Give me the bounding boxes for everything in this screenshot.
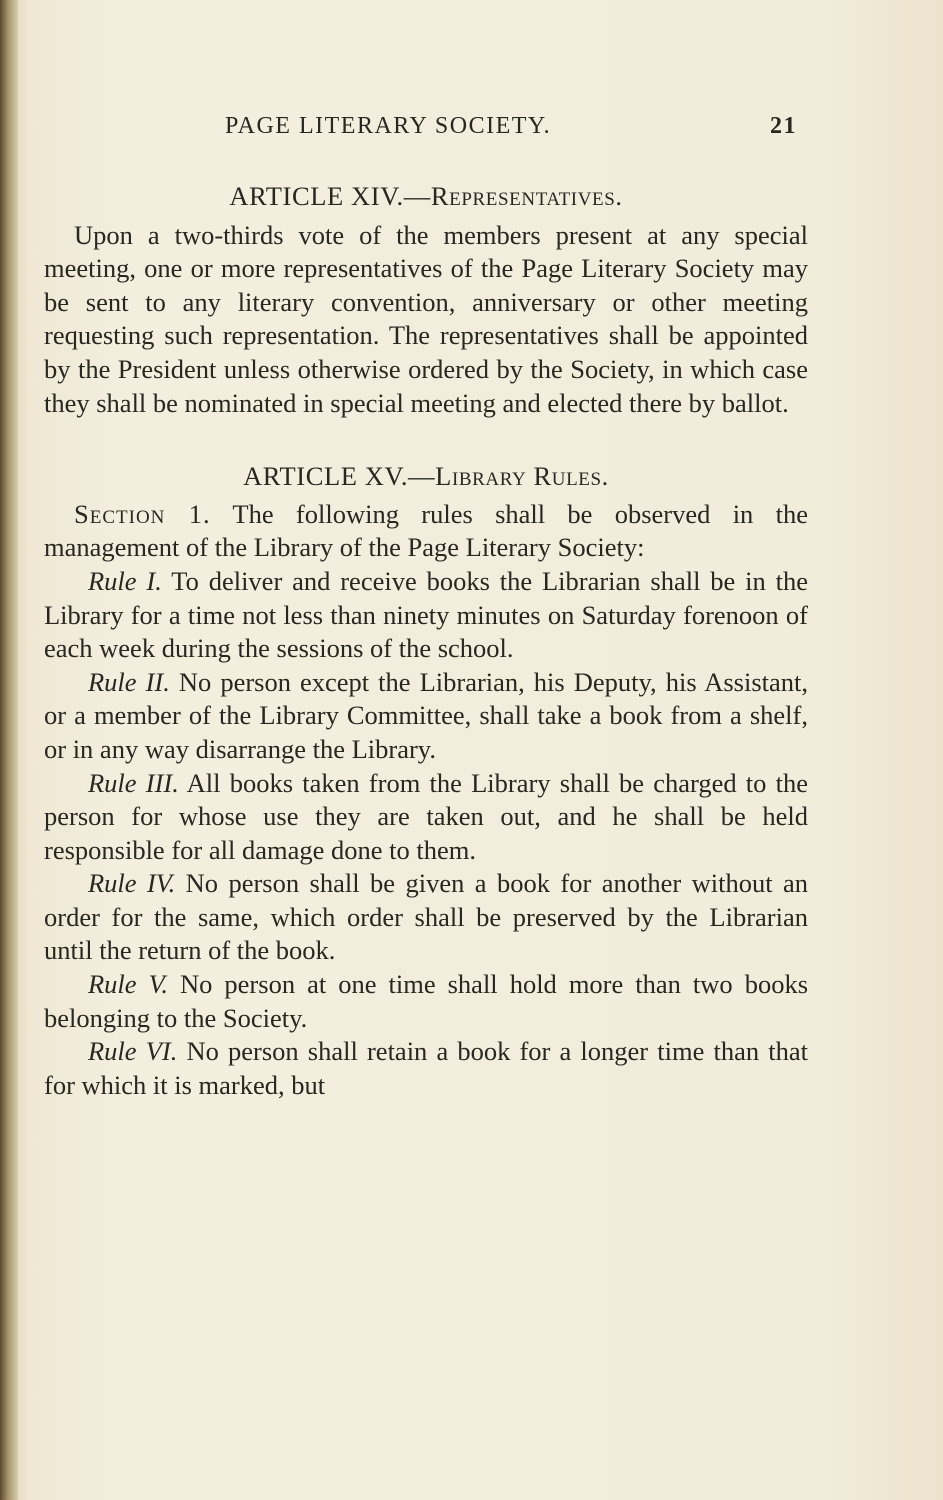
rule-6-text: No person shall retain a book for a longer time than that for which it is marked, but [44,1036,808,1100]
running-head-title: PAGE LITERARY SOCIETY. [225,113,552,139]
section-1-paragraph [44,498,808,565]
rule-3-paragraph [44,767,808,868]
article-xv-heading [44,460,808,494]
rule-5-label: Rule V. [88,969,168,1000]
article-xiv-heading-main: ARTICLE XIV.— [229,181,431,211]
page-gutter-shadow [0,0,18,1500]
rule-4-paragraph [44,867,808,968]
section-1-label: Section 1. [74,498,211,529]
rule-3-label: Rule III. [88,767,179,798]
page-text [44,180,808,1102]
section-1-text: The following rules shall be observed in the management of the Library of the Page Literary Society: [44,498,808,563]
rule-1-paragraph [44,565,808,666]
page-number: 21 [770,113,797,139]
rule-4-label: Rule IV. [88,868,176,899]
article-xv-heading-main: ARTICLE XV.— [243,461,436,492]
rule-6-paragraph [44,1035,808,1102]
rule-2-text: No person except the Librarian, his Deputy, his Assistant, or a member of the Library Committee, shall take a book from a shelf, or in any way disarrange the Library. [44,666,808,764]
rule-3-text: All books taken from the Library shall be charged to the person for whose use they are taken out, and he shall be held responsible for all damage done to them. [44,767,808,865]
rule-2-paragraph [44,666,808,767]
rule-5-paragraph [44,968,808,1035]
rule-6-label: Rule VI. [88,1036,178,1067]
rule-1-text: To deliver and receive books the Librarian shall be in the Library for a time not less than ninety minutes on Saturday forenoon of each week during the sessions of the school. [44,565,808,664]
rule-2-label: Rule II. [88,666,170,697]
article-xv-heading-title: Library Rules. [435,461,609,492]
rule-1-label: Rule I. [88,565,162,596]
article-xiv-heading [44,180,808,214]
article-xiv-heading-title: Representatives. [430,181,623,211]
rule-4-text: No person shall be given a book for another without an order for the same, which order shall be preserved by the Librarian until the return of the book. [44,868,808,966]
article-xiv-body: Upon a two-thirds vote of the members present at any special meeting, one or more representatives of the Page Literary Society may be sent to any literary convention, anniversary or other meeting requesting such representation. The representatives shall be appointed by the President unless otherwise ordered by the Society, in which case they shall be nominated in special meeting and elected there by ballot. [44,219,808,418]
rule-5-text: No person at one time shall hold more than two books belonging to the Society. [44,969,809,1033]
